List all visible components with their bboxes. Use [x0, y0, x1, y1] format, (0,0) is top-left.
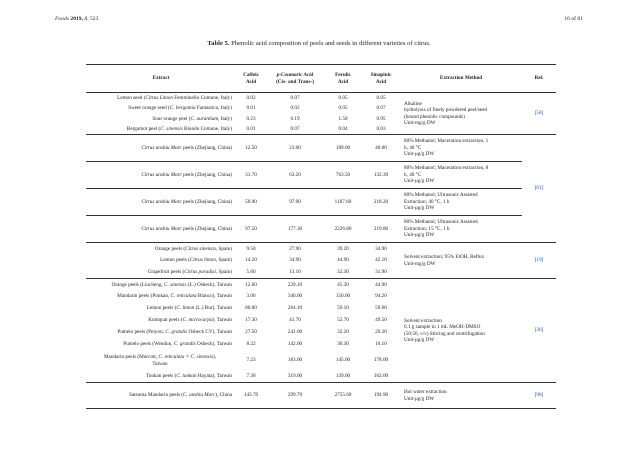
sinapinic-acid-value: 0.95 [376, 115, 386, 122]
table-row [86, 135, 556, 162]
caffeic-acid-value: 8.22 [246, 341, 256, 348]
ferulic-acid-value: 0.05 [338, 105, 348, 111]
caffeic-acid-value: 12.50 [236, 135, 266, 162]
caffeic-acid-value: 7.30 [246, 373, 256, 379]
coumaric-acid-value: 264.10 [287, 305, 303, 312]
table-caption-label: Table 5. [207, 40, 230, 47]
ferulic-acid-value: 145.00 [335, 357, 351, 364]
extract-cell: Citrus unshiu Marc peels (Zhejiang, China) [86, 189, 236, 216]
ferulic-acid-value: 44.90 [337, 257, 349, 264]
extract-cell: Orange peels (Liucheng, C. sinensis (L.) Osbeck), Taiwan [86, 279, 236, 291]
table-row [86, 162, 556, 189]
extract-cell: Lemon peels (C. limon (L.) Bur), Taiwan [146, 305, 232, 312]
coumaric-acid-value: 346.00 [287, 293, 303, 300]
sinapinic-acid-value: 94.20 [375, 293, 387, 300]
extract-cell: Pumelo peels (Peiyou; C. grandis Osbeck CV), Taiwan [117, 329, 232, 336]
caffeic-acid-value: 3.06 [246, 293, 256, 300]
coumaric-acid-value: 229.10 [266, 279, 324, 291]
ferulic-acid-value: 189.00 [324, 135, 362, 162]
ferulic-acid-value: 150.00 [335, 293, 351, 300]
sinapinic-acid-value: 29.20 [375, 329, 387, 336]
caffeic-acid-value: 27.50 [245, 329, 257, 336]
coumaric-acid-value: 142.00 [287, 341, 303, 348]
journal-citation [55, 16, 98, 22]
extract-cell: Pumelo peels (Wendun, C. grandis Osbeck), Taiwan [123, 341, 232, 348]
coumaric-acid-value: 299.70 [266, 383, 324, 409]
caffeic-acid-value: 5.60 [246, 269, 256, 275]
caffeic-acid-value: 0.02 [246, 94, 256, 101]
sinapinic-acid-value: 0.03 [376, 125, 386, 132]
reference-link[interactable]: [36] [522, 279, 556, 383]
extract-cell: Mandarin peels (Ponkan, C. reticulata Blanco), Taiwan [117, 293, 232, 300]
extract-cell: Sweet orange seed (C. bergamia Fantastico, Italy) [128, 105, 232, 111]
caffeic-acid-value: 97.50 [236, 216, 266, 243]
caffeic-acid-value: 143.70 [236, 383, 266, 409]
sinapinic-acid-value: 194.90 [362, 383, 400, 409]
coumaric-acid-value: 41.70 [289, 317, 301, 324]
caffeic-acid-value: 0.23 [246, 115, 256, 122]
ferulic-acid-value: 0.05 [338, 94, 348, 101]
ferulic-acid-value: 45.30 [324, 279, 362, 291]
coumaric-acid-value: 241.00 [287, 329, 303, 336]
method-cell: Hot water extraction Unit-μg/g DW [400, 383, 522, 409]
article-number: 523 [90, 16, 99, 22]
ferulic-acid-value: 39.20 [324, 243, 362, 255]
phenolic-acid-table [86, 64, 556, 409]
method-cell: 80% Methanol; Maceration extraction, 8 h, 40 °C Unit-μg/g DW [400, 162, 522, 189]
sinapinic-acid-value: 44.90 [362, 279, 400, 291]
ferulic-acid-value: 0.04 [338, 125, 348, 132]
coumaric-acid-value: 23.00 [266, 135, 324, 162]
method-cell: 80% Methanol; Ultrasonic Assisted Extraction; 40 °C, 1 h Unit-μg/g DW [400, 189, 522, 216]
page-number: 16 of 81 [564, 16, 583, 22]
table-row [86, 216, 556, 243]
ferulic-acid-value: 1.58 [338, 115, 348, 122]
running-head [55, 16, 583, 22]
ferulic-acid-value: 2755.60 [324, 383, 362, 409]
coumaric-acid-value: 27.90 [266, 243, 324, 255]
extract-cell: Sour orange peel (C. aurantium, Italy) [152, 115, 232, 122]
sinapinic-acid-value: 10.10 [375, 341, 387, 348]
reference-link[interactable]: [19] [522, 243, 556, 279]
caffeic-acid-value: 31.70 [236, 162, 266, 189]
sinapinic-acid-value: 31.90 [375, 269, 387, 275]
coumaric-acid-value: 0.02 [290, 105, 300, 111]
method-cell: Alkaline hydrolysis of finely powdered peel/seed (bound phenolic compounds) Unit-mg/g DW [404, 100, 487, 126]
sinapinic-acid-value: 0.05 [376, 94, 386, 101]
sinapinic-acid-value: 132.39 [362, 162, 400, 189]
caffeic-acid-value: 17.30 [245, 317, 257, 324]
header-method: Extraction Method [400, 65, 522, 93]
ferulic-acid-value: 1187.60 [324, 189, 362, 216]
sinapinic-acid-value: 219.80 [362, 216, 400, 243]
table-row [86, 93, 556, 104]
header-ferulic: Ferulic Acid [324, 65, 362, 93]
journal-name: Foods [55, 16, 69, 22]
sinapinic-acid-value: 218.20 [362, 189, 400, 216]
caffeic-acid-value: 12.60 [236, 279, 266, 291]
ferulic-acid-value: 59.10 [337, 305, 349, 312]
coumaric-acid-value: 0.19 [290, 115, 300, 122]
reference-link[interactable]: [61] [522, 135, 556, 243]
extract-cell: Grapefruit peels (Citrus paradisi, Spain) [147, 269, 232, 275]
table-row [86, 243, 556, 255]
caffeic-acid-value: 50.90 [236, 189, 266, 216]
coumaric-acid-value: 319.00 [287, 373, 303, 379]
coumaric-acid-value: 13.10 [289, 269, 301, 275]
method-cell: Solvent extraction; 95% EtOH, Reflux Unit-mg/g DW [400, 243, 522, 279]
sinapinic-acid-value: 40.00 [362, 135, 400, 162]
coumaric-acid-value: 0.07 [290, 125, 300, 132]
table-caption [0, 40, 638, 47]
reference-link[interactable]: [98] [522, 383, 556, 409]
ferulic-acid-value: 30.30 [337, 341, 349, 348]
caffeic-acid-value: 0.01 [246, 105, 256, 111]
coumaric-acid-value: 177.30 [266, 216, 324, 243]
coumaric-acid-value: 34.90 [289, 257, 301, 264]
extract-cell: Citrus unshiu Marc peels (Zhejiang, China) [86, 135, 236, 162]
coumaric-acid-value: 0.07 [290, 94, 300, 101]
coumaric-acid-value: 63.20 [266, 162, 324, 189]
extract-cell: Lemon seed (Citrus Limon Femminello Comune, Italy) [117, 94, 232, 101]
extract-cell: Satsuma Mandarin peels (C. unshiu Marc), China [86, 383, 236, 409]
ferulic-acid-value: 139.00 [335, 373, 351, 379]
journal-volume: 8, [84, 16, 89, 22]
ferulic-acid-value: 52.70 [337, 317, 349, 324]
extract-cell: Orange peels (Citrus sinensis, Spain) [86, 243, 236, 255]
extract-cell: Bergamot peel (C. sinensis Biondo Comune, Italy) [126, 125, 232, 132]
sinapinic-acid-value: 178.00 [373, 357, 389, 364]
sinapinic-acid-value: 162.00 [373, 373, 389, 379]
caffeic-acid-value: 0.01 [246, 125, 256, 132]
ferulic-acid-value: 32.30 [337, 269, 349, 275]
sinapinic-acid-value: 42.10 [375, 257, 387, 264]
header-sinapinic: Sinapinic Acid [362, 65, 400, 93]
sinapinic-acid-value: 34.90 [362, 243, 400, 255]
extract-cell: Lemon peels (Citrus limon, Spain) [160, 257, 232, 264]
ferulic-acid-value: 32.20 [337, 329, 349, 336]
extract-cell: Citrus unshiu Marc peels (Zhejiang, China) [86, 162, 236, 189]
header-ref: Ref. [522, 65, 556, 93]
caffeic-acid-value: 14.20 [245, 257, 257, 264]
sinapinic-acid-value: 0.07 [376, 105, 386, 111]
header-coumaric: p-Coumaric Acid (Cis- and Trans-) [266, 65, 324, 93]
ferulic-acid-value: 2226.80 [324, 216, 362, 243]
extract-cell: Kumquat peels (C. microcarpa), Taiwan [148, 317, 232, 324]
extract-cell: Tonkan peels (C. tankan Hayata), Taiwan [145, 373, 232, 379]
reference-link[interactable]: [58] [534, 110, 544, 117]
coumaric-acid-value: 97.90 [266, 189, 324, 216]
method-cell: Solvent extraction 0.1 g sample in 1 mL MeOH-DMSO (50:50, v/v) Stirring and centrifugation Unit-μg/g DW [400, 279, 522, 383]
ferulic-acid-value: 763.50 [324, 162, 362, 189]
sinapinic-acid-value: 59.60 [375, 305, 387, 312]
extract-cell: Citrus unshiu Marc peels (Zhejiang, China) [86, 216, 236, 243]
table-caption-text: Phenolic acid composition of peels and seeds in different varieties of citrus. [231, 40, 431, 47]
header-caffeic: Caffeic Acid [236, 65, 266, 93]
table-header-row [86, 65, 556, 93]
sinapinic-acid-value: 49.50 [375, 317, 387, 324]
method-cell: 80% Methanol; Ultrasonic Assisted Extraction; 15 °C, 1 h Unit-μg/g DW [400, 216, 522, 243]
caffeic-acid-value: 80.00 [245, 305, 257, 312]
method-cell: 80% Methanol; Maceration extraction, 1 h, 40 °C Unit-μg/g DW [400, 135, 522, 162]
table-row [86, 383, 556, 409]
caffeic-acid-value: 9.50 [236, 243, 266, 255]
caffeic-acid-value: 7.23 [246, 357, 256, 364]
header-extract: Extract [86, 65, 236, 93]
journal-year: 2019, [70, 16, 83, 22]
extract-cell: Mandarin peels (Murcott, C. reticulata × C. sinensis), Taiwan [103, 354, 217, 367]
table-row [86, 189, 556, 216]
table-row [86, 279, 556, 291]
coumaric-acid-value: 183.00 [287, 357, 303, 364]
